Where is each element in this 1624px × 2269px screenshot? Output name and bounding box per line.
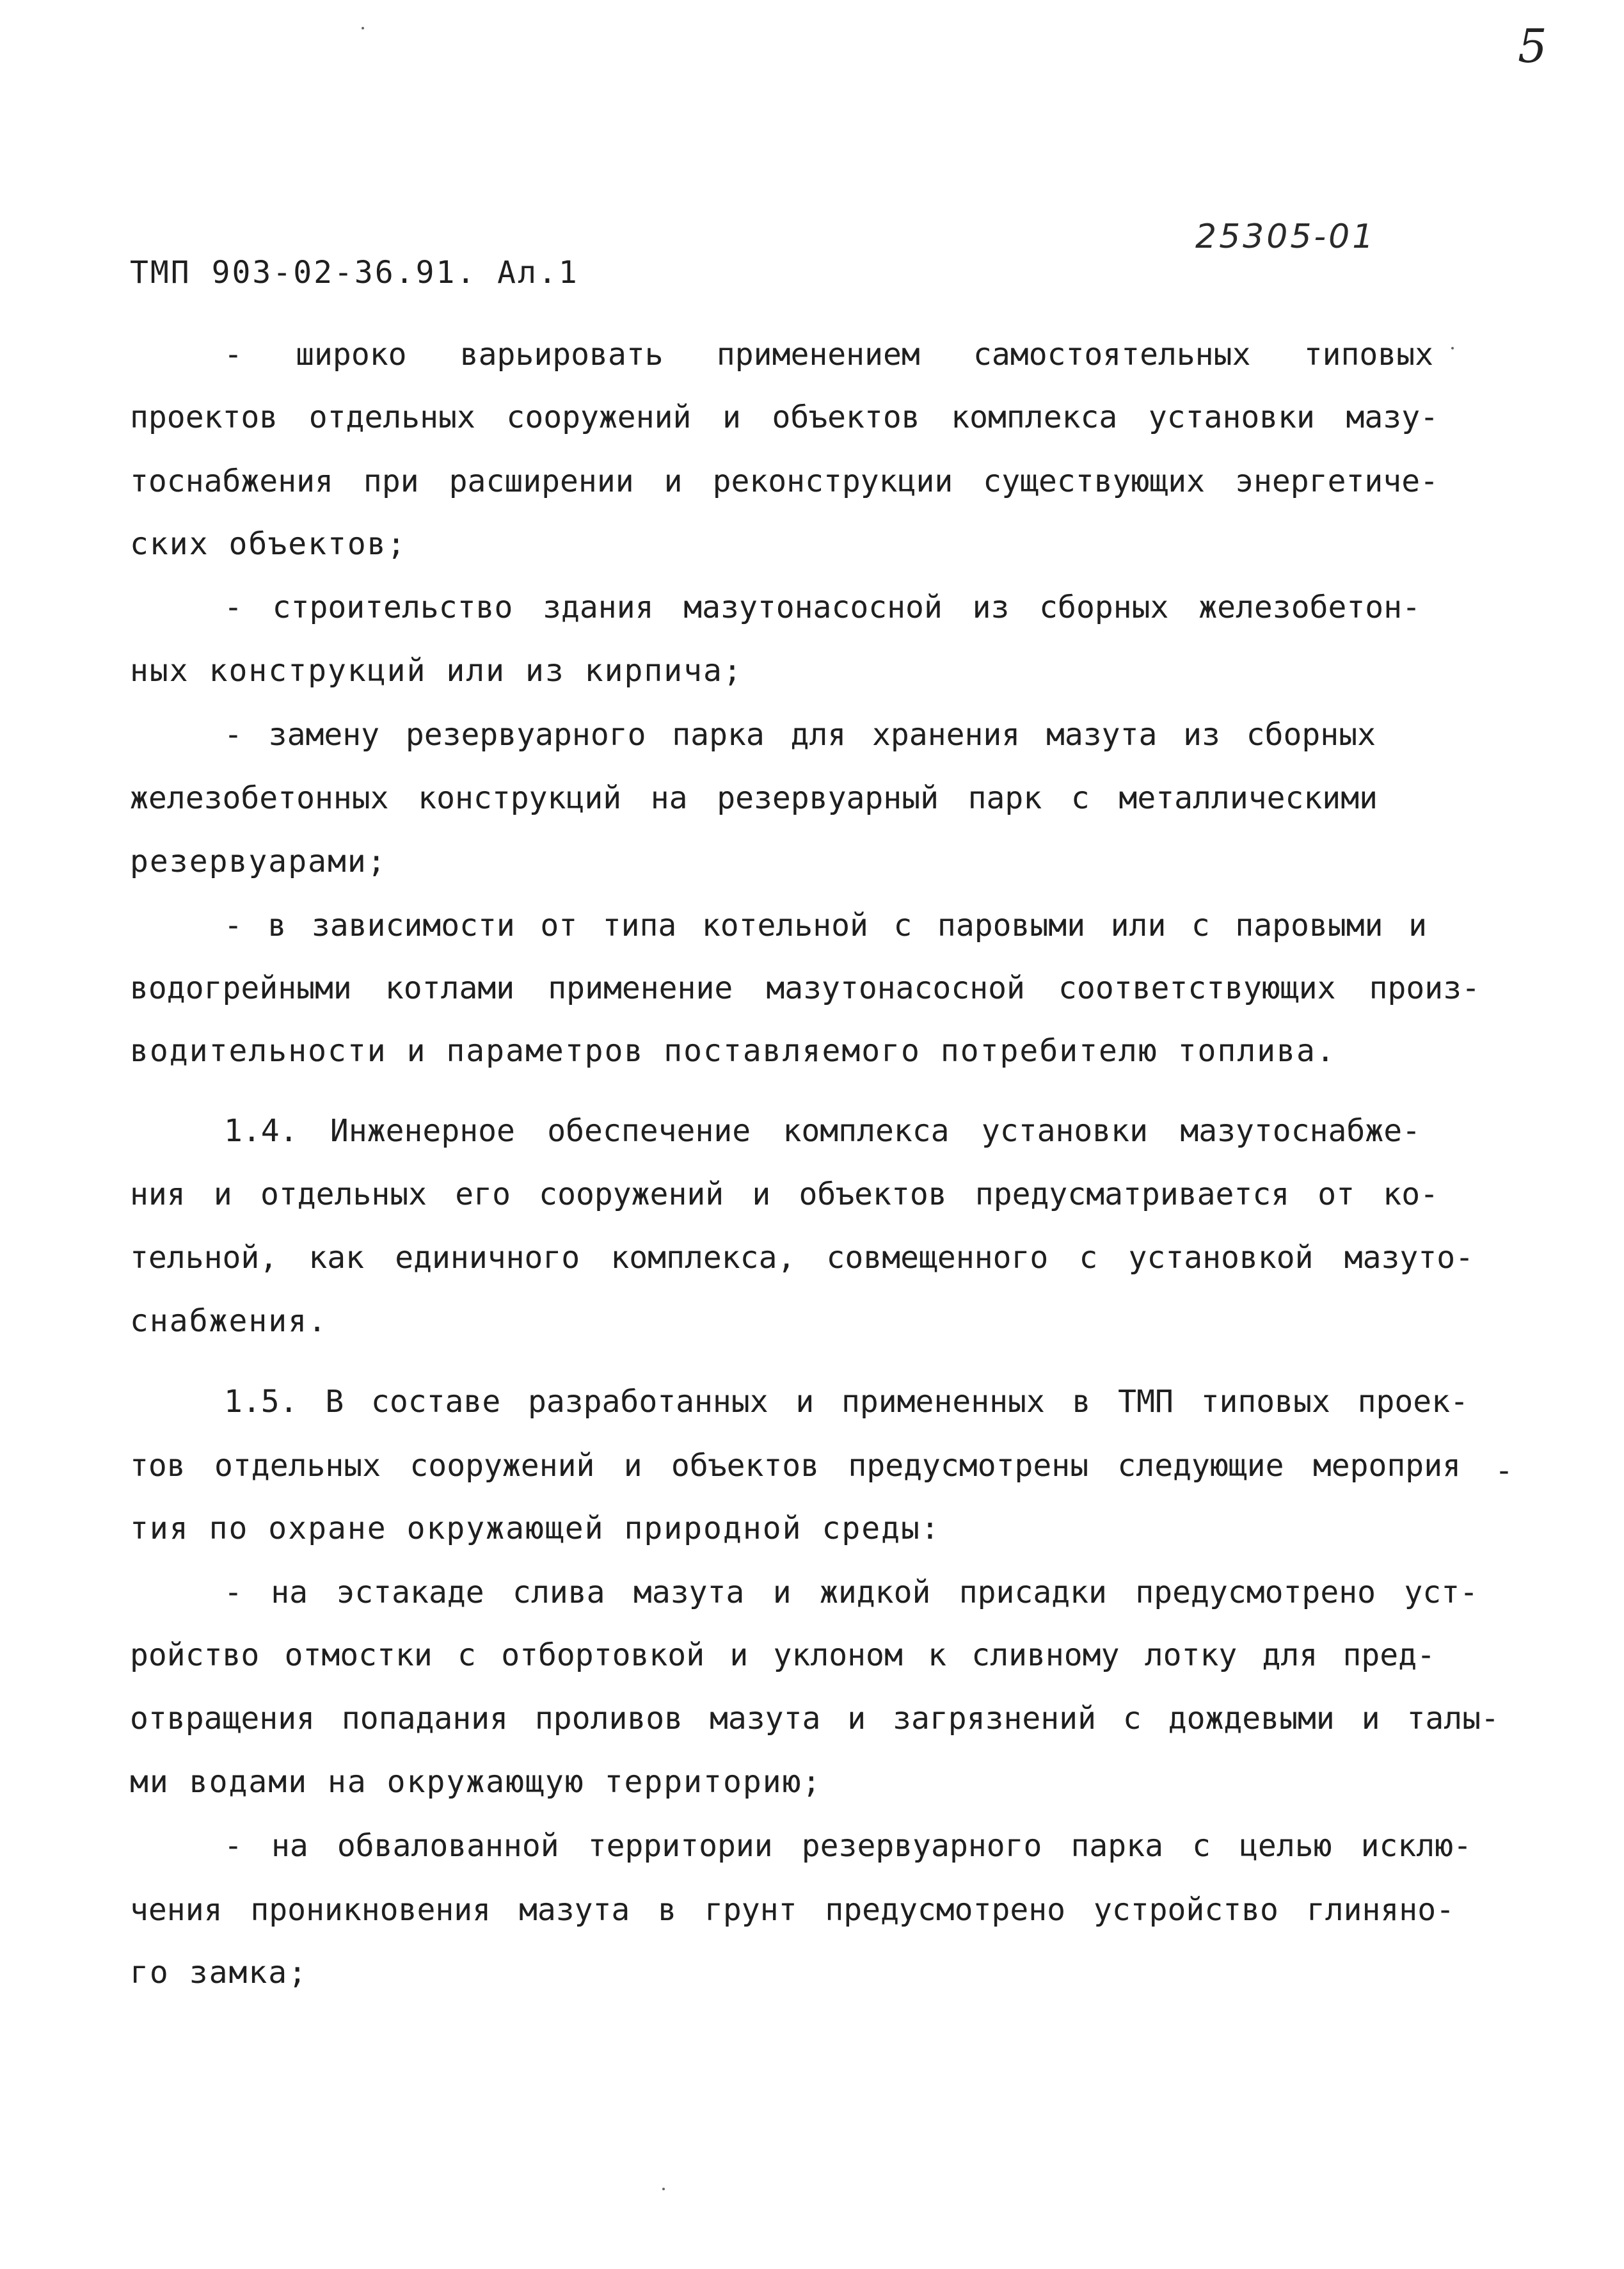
scan-speck bbox=[362, 27, 364, 29]
text-line: тельной, как единичного комплекса, совмещенного с установкой мазуто- bbox=[130, 1240, 1474, 1276]
text-line: снабжения. bbox=[130, 1303, 328, 1339]
text-line: 1.5. В составе разработанных и примененных в ТМП типовых проек- bbox=[224, 1384, 1469, 1420]
page-number: 5 bbox=[1518, 19, 1547, 73]
text-line: ми водами на окружающую территорию; bbox=[130, 1764, 822, 1800]
text-line: тов отдельных сооружений и объектов предусмотрены следующие мероприя bbox=[130, 1448, 1461, 1484]
document-header: ТМП 903-02-36.91. Ал.1 bbox=[130, 255, 579, 291]
text-line: го замка; bbox=[130, 1955, 308, 1991]
text-line: проектов отдельных сооружений и объектов комплекса установки мазу- bbox=[130, 399, 1438, 435]
text-line: - в зависимости от типа котельной с паровыми или с паровыми и bbox=[224, 908, 1427, 943]
scan-speck bbox=[1451, 347, 1454, 349]
text-line: резервуарами; bbox=[130, 844, 387, 879]
text-line: тия по охране окружающей природной среды: bbox=[130, 1511, 941, 1546]
text-line: водительности и параметров поставляемого потребителю топлива. bbox=[130, 1033, 1336, 1069]
text-line: ния и отдельных его сооружений и объектов предусматривается от ко- bbox=[130, 1176, 1438, 1212]
text-line: 1.4. Инженерное обеспечение комплекса установки мазутоснабже- bbox=[224, 1113, 1421, 1149]
scan-speck bbox=[662, 2188, 665, 2190]
text-line: ройство отмостки с отбортовкой и уклоном к сливному лотку для пред- bbox=[130, 1637, 1435, 1673]
margin-mark: - bbox=[1495, 1453, 1513, 1489]
text-line: водогрейными котлами применение мазутонасосной соответствующих произ- bbox=[130, 970, 1480, 1006]
text-line: - широко варьировать применением самостоятельных типовых bbox=[224, 337, 1433, 373]
text-line: ных конструкций или из кирпича; bbox=[130, 653, 743, 689]
text-line: - на эстакаде слива мазута и жидкой присадки предусмотрено уст- bbox=[224, 1575, 1478, 1610]
text-line: - строительство здания мазутонасосной из сборных железобетон- bbox=[224, 589, 1421, 625]
text-line: ских объектов; bbox=[130, 526, 407, 562]
text-line: отвращения попадания проливов мазута и загрязнений с дождевыми и талы- bbox=[130, 1701, 1499, 1736]
handwritten-document-code: 25305-01 bbox=[1195, 218, 1376, 256]
text-line: - на обвалованной территории резервуарного парка с целью исклю- bbox=[224, 1828, 1472, 1864]
text-line: чения проникновения мазута в грунт предусмотрено устройство глиняно- bbox=[130, 1892, 1454, 1928]
text-line: - замену резервуарного парка для хранения мазута из сборных bbox=[224, 717, 1376, 753]
text-line: железобетонных конструкций на резервуарный парк с металлическими bbox=[130, 780, 1378, 816]
text-line: тоснабжения при расширении и реконструкции существующих энергетиче- bbox=[130, 463, 1438, 499]
